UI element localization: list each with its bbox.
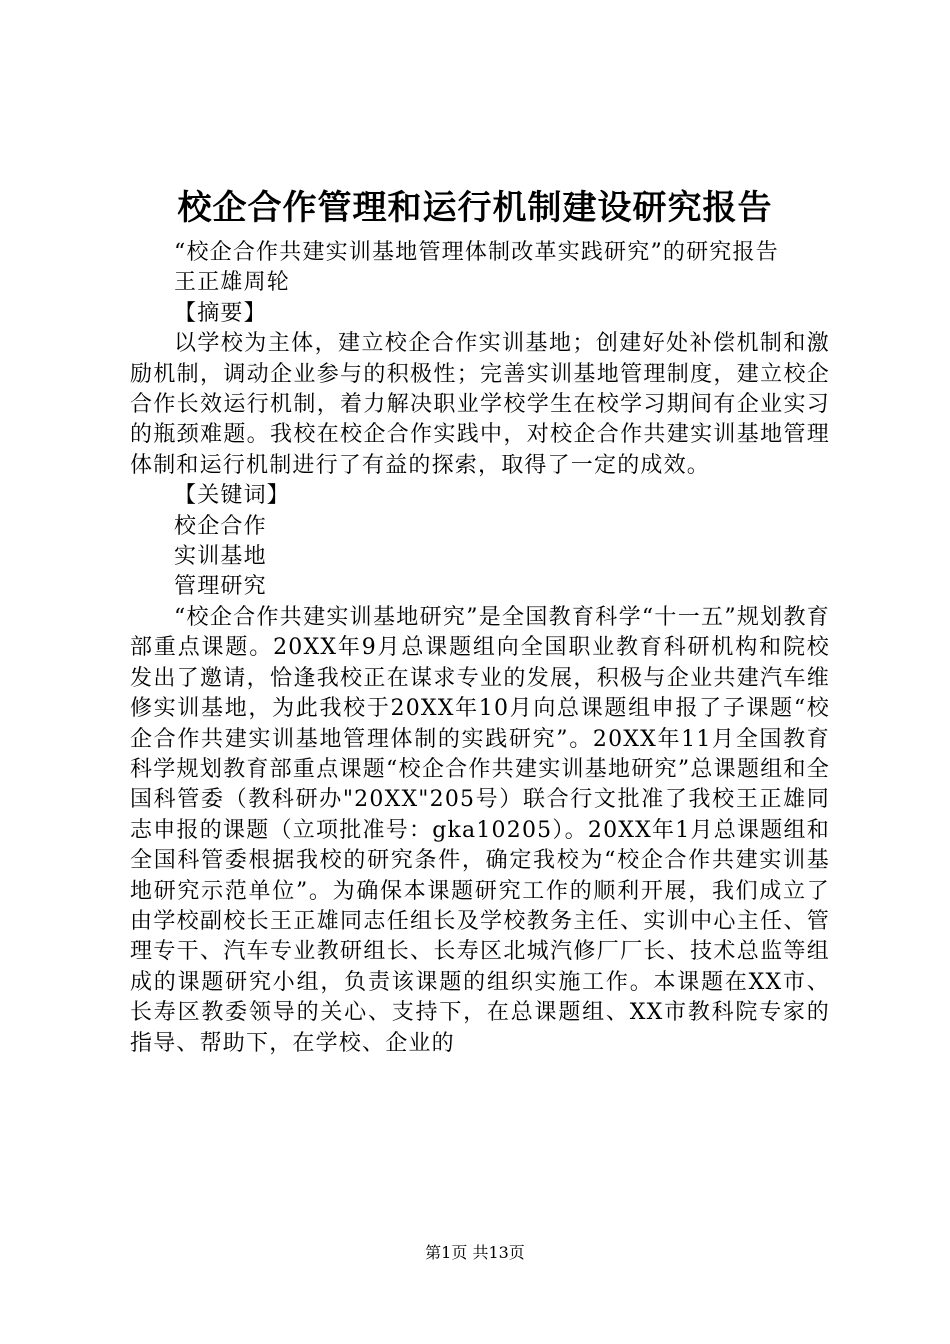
keyword-item: 管理研究 — [174, 574, 267, 600]
keyword-item: 实训基地 — [174, 544, 267, 570]
document-body — [130, 238, 830, 1059]
keyword-item: 校企合作 — [174, 513, 267, 539]
abstract-paragraph: 以学校为主体，建立校企合作实训基地；创建好处补偿机制和激励机制，调动企业参与的积极性；完善实训基地管理制度，建立校企合作长效运行机制，着力解决职业学校学生在校学习期间有企业实习的瓶颈难题。我校在校企合作实践中，对校企合作共建实训基地管理体制和运行机制进行了有益的探索，取得了一定的成效。 — [130, 331, 830, 478]
keywords-heading: 【关键词】 — [174, 483, 291, 509]
abstract-heading: 【摘要】 — [174, 300, 267, 326]
authors-line: 王正雄周轮 — [174, 270, 291, 296]
body-paragraph: “校企合作共建实训基地研究”是全国教育科学“十一五”规划教育部重点课题。20XX年9月总课题组向全国职业教育科研机构和院校发出了邀请，恰逢我校正在谋求专业的发展，积极与企业共建汽车维修实训基地，为此我校于20XX年10月向总课题组申报了子课题“校企合作共建实训基地管理体制的实践研究”。20XX年11月全国教育科学规划教育部重点课题“校企合作共建实训基地研究”总课题组和全国科管委（教科研办"20XX"205号）联合行文批准了我校王正雄同志申报的课题（立项批准号：gka10205）。20XX年1月总课题组和全国科管委根据我校的研究条件，确定我校为“校企合作共建实训基地研究示范单位”。为确保本课题研究工作的顺利开展，我们成立了由学校副校长王正雄同志任组长及学校教务主任、实训中心主任、管理专干、汽车专业教研组长、长寿区北城汽修厂厂长、技术总监等组成的课题研究小组，负责该课题的组织实施工作。本课题在XX市、长寿区教委领导的关心、支持下，在总课题组、XX市教科院专家的指导、帮助下，在学校、企业的 — [130, 604, 830, 1056]
document-title: 校企合作管理和运行机制建设研究报告 — [177, 188, 773, 228]
subtitle-paragraph: “校企合作共建实训基地管理体制改革实践研究”的研究报告 — [174, 240, 779, 265]
page-footer: 第1页 共13页 — [425, 1243, 525, 1262]
